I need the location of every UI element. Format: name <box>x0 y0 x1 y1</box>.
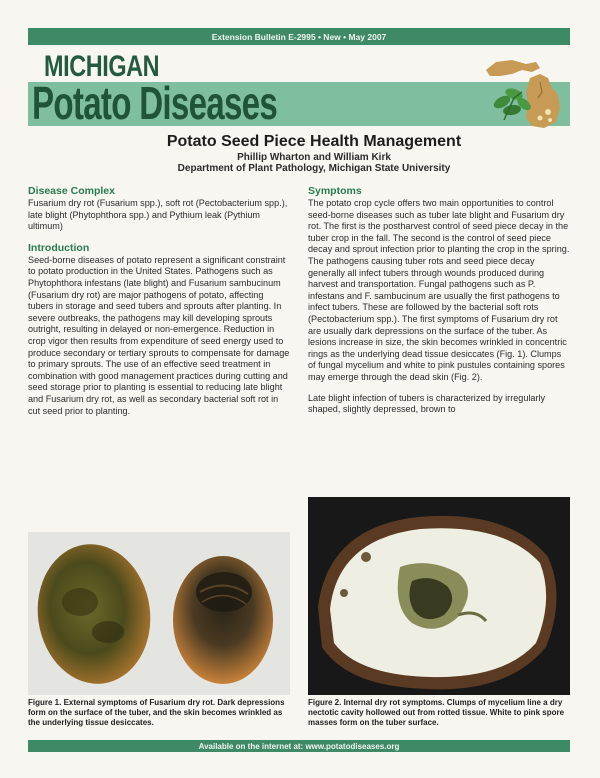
footer-bar <box>28 740 570 752</box>
masthead <box>28 48 570 130</box>
introduction-text: Seed-borne diseases of potato represent a significant constraint to potato production in the United States. Pathogens such as Phytophthora infestans (late blight) and Fusarium sambucinum (Fusarium dry rot) are major pathogens of potato, affecting tubers in storage and seed tubers and sprouts after planting. In severe outbreaks, the pathogens may kill developing sprouts outright, resulting in delayed or non-emergence. Reduction in crop vigor then results from expenditure of seed energy used to produce secondary or tertiary sprouts to compensate for damage to primary sprouts. The use of an effective seed treatment in combination with good management practices during cutting and seed storage prior to planting is essential to reducing late blight and Fusarium dry rot, as well as secondary bacterial soft rot in cut seed prior to planting. <box>28 254 290 416</box>
figure-1-caption: Figure 1. External symptoms of Fusarium dry rot. Dark depressions form on the surface of the tuber, and the skin becomes wrinkled as the underlying tissue desiccates. <box>28 698 285 727</box>
figure-2-photo <box>308 497 570 695</box>
symptoms-heading: Symptoms <box>308 185 362 197</box>
disease-complex-heading: Disease Complex <box>28 185 115 197</box>
right-column <box>308 185 570 416</box>
michigan-wordmark: MICHIGAN <box>44 50 160 83</box>
bulletin-bar <box>28 28 570 45</box>
disease-complex-text: Fusarium dry rot (Fusarium spp.), soft rot (Pectobacterium spp.), late blight (Phytophthora spp.) and Pythium leak (Pythium ultimum) <box>28 198 288 232</box>
figure-2-caption: Figure 2. Internal dry rot symptoms. Clumps of mycelium line a dry nectotic cavity hollowed out from rotted tissue. White to pink spore masses form on the tuber surface. <box>308 698 565 727</box>
bulletin-text: Extension Bulletin E-2995 • New • May 2007 <box>211 31 387 42</box>
document-title: Potato Seed Piece Health Management <box>166 133 462 150</box>
late-blight-text: Late blight infection of tubers is characterized by irregularly shaped, slightly depressed, brown to <box>308 392 546 415</box>
department: Department of Plant Pathology, Michigan State University <box>177 163 451 174</box>
title-block <box>0 133 600 174</box>
series-title: Potato Diseases <box>32 77 278 129</box>
symptoms-text: The potato crop cycle offers two main opportunities to control seed-borne diseases such as tuber late blight and Fusarium dry rot. The first is the postharvest control of seed piece decay in the tuber crop in the fall. The second is the control of seed piece decay and sprout infection prior to planting the crop in the spring. The pathogens causing tuber rots and seed piece decay generally all infect tubers through wounds produced during harvest and transportation. Fungal pathogens such as P. infestans and F. sambucinum are usually the first pathogens to infect tubers. These are followed by the bacterial soft rots (Pectobacterium spp.). The first symptoms of Fusarium dry rot are usually dark depressions on the surface of the tuber. As lesions increase in size, the skin becomes wrinkled in concentric rings as the underlying dead tissue desiccates (Fig. 1). Clumps of fungal mycelium and white to pink pustules containing spores may emerge through the dead skin (Fig. 2). <box>308 198 570 382</box>
footer-link[interactable]: Available on the internet at: www.potatodiseases.org <box>198 741 400 751</box>
figure-1-photo <box>28 532 290 695</box>
introduction-heading: Introduction <box>28 241 90 254</box>
authors: Phillip Wharton and William Kirk <box>237 152 391 163</box>
michigan-map-logo <box>482 48 568 134</box>
left-column <box>28 185 290 417</box>
